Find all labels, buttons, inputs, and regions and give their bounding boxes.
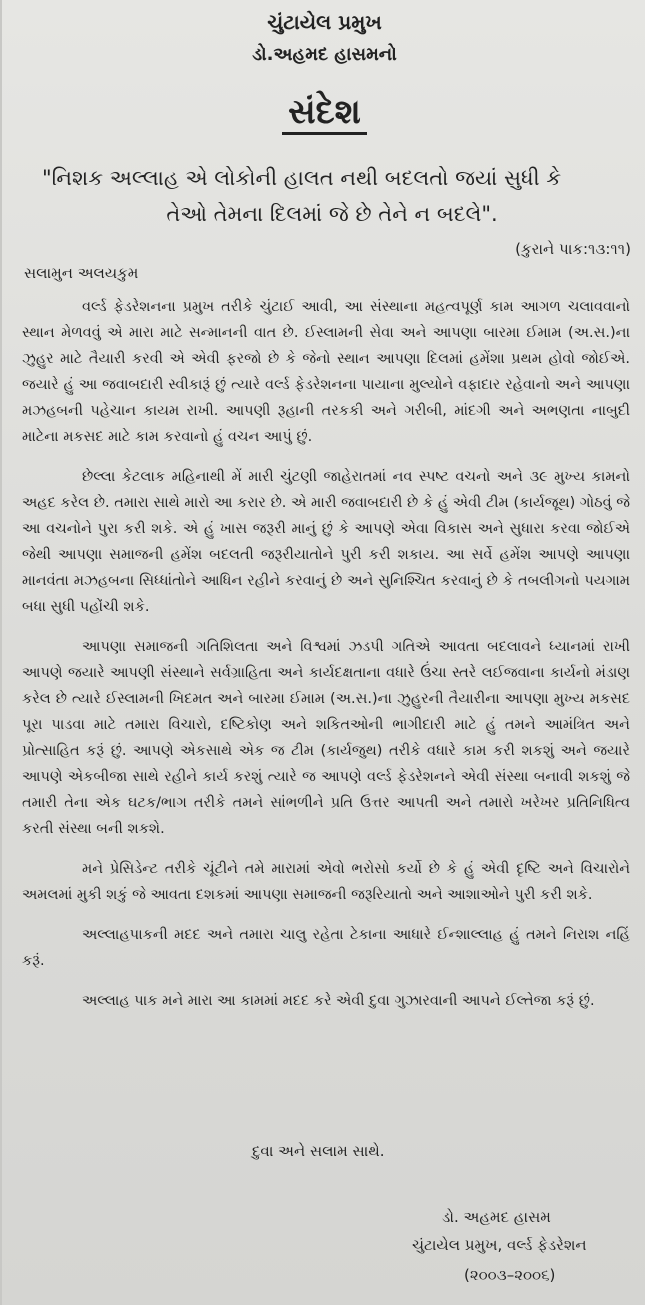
signature-term: (૨૦૦૩–૨૦૦૬) — [464, 1266, 556, 1284]
quote-line-1: "નિશક અલ્લાહ એ લોકોની હાલત નથી બદલતો જયાં સુધી કે — [42, 166, 562, 190]
signature-name: ડો. અહમદ હાસમ — [442, 1208, 551, 1226]
paragraph-4: મને પ્રેસિડેન્ટ તરીકે ચૂંટીને તમે મારામાં એવો ભરોસો કર્યો છે કે હું એવી દૃષ્ટિ અને વિચારોને અમલમાં મુકી શકું જે આવતા દશકમાં આપણા સમાજની જરૂરિયાતો અને આશાઓને પુરી કરી શકે. — [22, 861, 630, 903]
header-elected-president: ચુંટાયેલ પ્રમુખ — [267, 10, 382, 34]
paragraph-6: અલ્લાહ પાક મને મારા આ કામમાં મદદ કરે એવી દુવા ગુઝારવાની આપને ઈલ્તેજા કરૂં છું. — [82, 993, 595, 1009]
header-message — [2, 92, 645, 132]
quote-line-2: તેઓ તેમના દિલમાં જે છે તેને ન બદલે". — [166, 202, 498, 226]
paragraph-1: વર્લ્ડ ફેડરેશનના પ્રમુખ તરીકે ચુંટાઈ આવી, આ સંસ્થાના મહત્વપૂર્ણ કામ આગળ ચલાવવાનો સ્થાન મેળવવું એ મારા માટે સન્માનની વાત છે. ઈસ્લામની સેવા અને આપણા બારમા ઈમામ (અ.સ.)ના ઝુહુર માટે તૈયારી કરવી એ એવી ફરજો છે કે જેનો સ્થાન આપણા દિલમાં હમેંશા પ્રથમ હોવો જોઈએ. જયારે હું આ જવાબદારી સ્વીકારૂં છું ત્યારે વર્લ્ડ ફેડરેશનના પાયાના મુલ્યોને વફાદાર રહેવાનો અને આપણા મઝહબની પહેચાન કાયમ રાખી. આપણી રૂહાની તરકકી અને ગરીબી, માંદગી અને અભણતા નાબુદી માટેના મકસદ માટે કામ કરવાનો હું વચન આપું છું. — [22, 299, 630, 445]
header-name: ડો.અહમદ હાસમનો — [252, 44, 397, 65]
greeting: સલામુન અલયકુમ — [24, 264, 139, 282]
paragraph-2: છેલ્લા કેટલાક મહિનાથી મેં મારી ચુંટણી જાહેરાતમાં નવ સ્પષ્ટ વચનો અને ૩૯ મુખ્ય કામનો અહદ કરેલ છે. તમારા સાથે મારો આ કરાર છે. એ મારી જવાબદારી છે કે હું એવી ટીમ (કાર્યજૂથ) ગોઠવું જે આ વચનોને પુરા કરી શકે. એ હું ખાસ જરૂરી માનું છું કે આપણે એવા વિકાસ અને સુધારા કરવા જોઈએ જેથી આપણા સમાજની હમેંશ બદલતી જરૂરીયાતોને પુરી કરી શકાય. આ સર્વે હમેંશ આપણે આપણા માનવંતા મઝહબના સિધ્ધાંતોને આધિન રહીને કરવાનું છે અને સુનિશ્ચિત કરવાનું છે કે તબલીગનો પયગામ બધા સુધી પહોંચી શકે. — [22, 469, 630, 615]
paragraph-5: અલ્લાહપાકની મદદ અને તમારા ચાલુ રહેતા ટેકાના આધારે ઈન્શાલ્લાહ હું તમને નિરાશ નહિં કરૂં. — [22, 927, 630, 969]
closing-line: દુવા અને સલામ સાથે. — [252, 1142, 385, 1160]
letter-body — [22, 294, 630, 1028]
quran-quote — [42, 160, 622, 232]
quote-reference: (કુરાને પાક:૧૩:૧૧) — [515, 240, 631, 258]
signature-title: ચુંટાયેલ પ્રમુખ, વર્લ્ડ ફેડરેશન — [412, 1236, 587, 1254]
message-title: સંદેશ — [282, 92, 367, 135]
paragraph-3: આપણા સમાજની ગતિશિલતા અને વિશ્વમાં ઝડપી ગતિએ આવતા બદલાવને ધ્યાનમાં રાખી આપણે જયારે આપણી સંસ્થાને સર્વગ્રાહિતા અને કાર્યદક્ષતાના વધારે ઉંચા સ્તરે લઈજવાના કાર્યનો મંડાણ કરેલ છે ત્યારે ઈસ્લામની ખિદમત અને બારમા ઈમામ (અ.સ.)ના ઝુહુરની તૈયારીના આપણા મુખ્ય મકસદ પૂરા પાડવા માટે તમારા વિચારો, દષ્ટિકોણ અને શકિતઓની ભાગીદારી માટે હું તમને આમંત્રિત અને પ્રોત્સાહિત કરૂં છું. આપણે એકસાથે એક જ ટીમ (કાર્યજુથ) તરીકે વધારે કામ કરી શકશું અને જયારે આપણે એકબીજા સાથે રહીને કાર્ય કરશું ત્યારે જ આપણે વર્લ્ડ ફેડરેશનને એવી સંસ્થા બનાવી શકશું જે તમારી તેના એક ઘટક/ભાગ તરીકે તમને સાંભળીને પ્રતિ ઉત્તર આપતી અને તમારો ખરેખર પ્રતિનિધિત્વ કરતી સંસ્થા બની શકશે. — [22, 639, 630, 837]
